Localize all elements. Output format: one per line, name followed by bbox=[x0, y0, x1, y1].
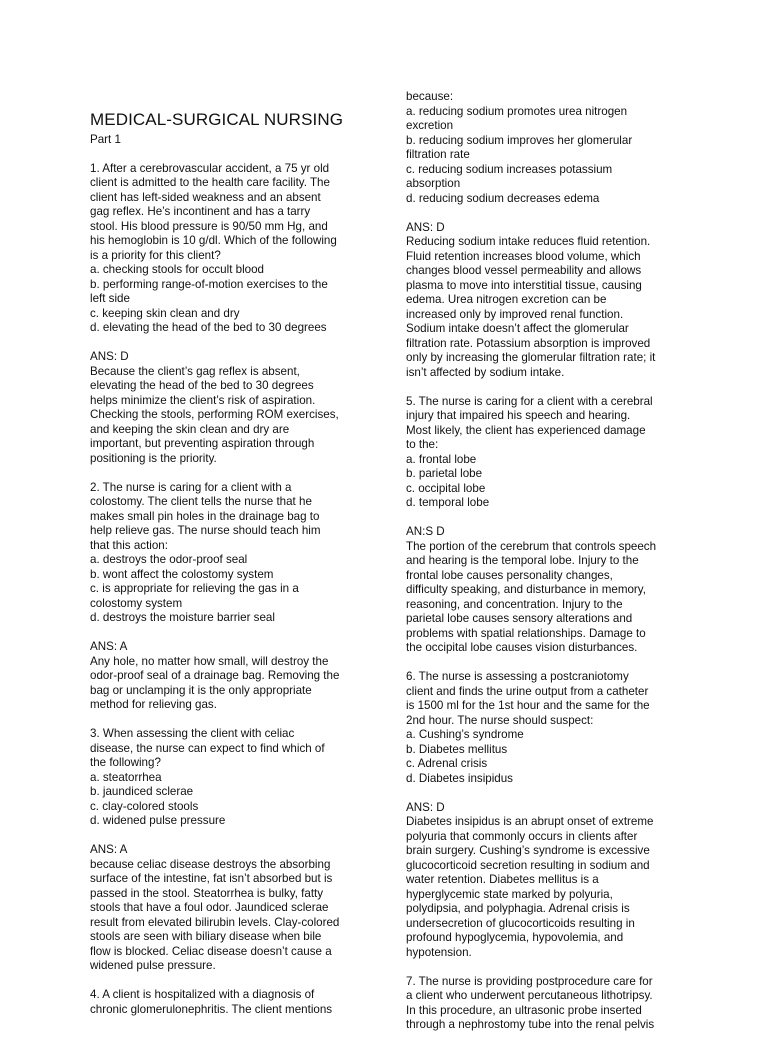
answer-6 bbox=[406, 801, 688, 961]
text-line: result from elevated bilirubin levels. Clay-colored bbox=[90, 915, 340, 929]
question-6-options bbox=[406, 728, 688, 786]
text-line: The portion of the cerebrum that controls speech bbox=[406, 539, 657, 553]
answer-option: a. reducing sodium promotes urea nitrogen bbox=[406, 104, 628, 118]
question-2 bbox=[90, 481, 375, 626]
text-line: client and finds the urine output from a catheter bbox=[406, 684, 649, 698]
answer-option: left side bbox=[90, 292, 130, 305]
answer-option: a. destroys the odor-proof seal bbox=[90, 553, 248, 566]
answer-option: b. performing range-of-motion exercises to the bbox=[90, 277, 328, 291]
question-1-stem bbox=[90, 162, 375, 264]
answer-option: c. keeping skin clean and dry bbox=[90, 306, 240, 320]
text-line: the occipital lobe causes vision disturbances. bbox=[406, 641, 638, 654]
answer-key: ANS: D bbox=[90, 350, 129, 363]
answer-option: absorption bbox=[406, 177, 461, 190]
text-line: widened pulse pressure. bbox=[90, 959, 216, 972]
text-line: water retention. Diabetes mellitus is a bbox=[406, 873, 599, 886]
answer-key: ANS: A bbox=[90, 843, 128, 856]
answer-option: a. checking stools for occult blood bbox=[90, 263, 265, 276]
text-line: stool. His blood pressure is 90/50 mm Hg, and bbox=[90, 219, 328, 233]
question-4-stem bbox=[90, 988, 375, 1017]
text-line: client has left-sided weakness and an absent bbox=[90, 190, 321, 204]
text-line: only by increasing the glomerular filtration rate; it bbox=[406, 351, 656, 364]
answer-option: c. reducing sodium increases potassium bbox=[406, 162, 613, 176]
left-column bbox=[90, 110, 375, 1032]
text-line: increased only by improved renal function. bbox=[406, 307, 624, 321]
text-line: Fluid retention increases blood volume, which bbox=[406, 249, 641, 263]
question-3-options bbox=[90, 771, 375, 829]
text-line: parietal lobe causes sensory alterations and bbox=[406, 612, 633, 625]
text-line: colostomy. The client tells the nurse that he bbox=[90, 495, 312, 508]
answer-key: ANS: D bbox=[406, 220, 445, 234]
question-6-stem bbox=[406, 670, 688, 728]
answer-option: d. temporal lobe bbox=[406, 496, 490, 509]
answer-option: d. elevating the head of the bed to 30 degrees bbox=[90, 321, 327, 334]
text-line: disease, the nurse can expect to find which of bbox=[90, 741, 325, 755]
question-3 bbox=[90, 727, 375, 829]
text-line: 3. When assessing the client with celiac bbox=[90, 727, 295, 740]
question-4 bbox=[90, 988, 375, 1017]
text-line: undersecretion of glucocorticoids resulting in bbox=[406, 916, 635, 930]
rationale-4 bbox=[406, 235, 688, 380]
document-title: MEDICAL-SURGICAL NURSING bbox=[90, 110, 344, 129]
text-line: polydipsia, and polyphagia. Adrenal crisis is bbox=[406, 902, 630, 915]
text-line: method for relieving gas. bbox=[90, 698, 217, 711]
answer-option: b. wont affect the colostomy system bbox=[90, 567, 274, 581]
text-line: is 1500 ml for the 1st hour and the same for the bbox=[406, 699, 650, 712]
text-line: makes small pin holes in the drainage bag to bbox=[90, 509, 320, 523]
text-line: stools are seen with biliary disease when bile bbox=[90, 930, 322, 943]
question-2-options bbox=[90, 553, 375, 626]
text-line: 2nd hour. The nurse should suspect: bbox=[406, 713, 594, 727]
question-5-options bbox=[406, 453, 688, 511]
text-line: gag reflex. He’s incontinent and has a tarry bbox=[90, 205, 311, 218]
text-line: reasoning, and concentration. Injury to the bbox=[406, 597, 623, 611]
answer-option: d. reducing sodium decreases edema bbox=[406, 191, 600, 205]
text-line: edema. Urea nitrogen excretion can be bbox=[406, 293, 607, 306]
text-line: filtration rate. Potassium absorption is improved bbox=[406, 336, 651, 350]
text-line: stools that have a foul odor. Jaundiced sclerae bbox=[90, 901, 329, 914]
answer-option: b. parietal lobe bbox=[406, 467, 483, 480]
text-line: Because the client’s gag reflex is absent, bbox=[90, 364, 300, 378]
answer-option: c. is appropriate for relieving the gas in a bbox=[90, 582, 299, 595]
answer-option: excretion bbox=[406, 119, 454, 132]
text-line: passed in the stool. Steatorrhea is bulky, fatty bbox=[90, 886, 324, 900]
text-line: and hearing is the temporal lobe. Injury to the bbox=[406, 554, 639, 567]
rationale-1 bbox=[90, 365, 375, 467]
answer-option: c. clay-colored stools bbox=[90, 799, 199, 813]
question-3-stem bbox=[90, 727, 375, 771]
question-5-stem bbox=[406, 395, 688, 453]
text-line: hypotension. bbox=[406, 945, 472, 959]
text-line: changes blood vessel permeability and allows bbox=[406, 264, 642, 277]
text-line: glucocorticoid secretion resulting in sodium and bbox=[406, 858, 650, 872]
text-line: odor-proof seal of a drainage bag. Removing the bbox=[90, 669, 340, 682]
text-line: Checking the stools, performing ROM exercises, bbox=[90, 408, 339, 421]
text-line: elevating the head of the bed to 30 degrees bbox=[90, 379, 314, 392]
text-line: brain surgery. Cushing’s syndrome is excessive bbox=[406, 844, 650, 857]
answer-2 bbox=[90, 640, 375, 713]
text-line: positioning is the priority. bbox=[90, 451, 217, 465]
text-line: important, but preventing aspiration through bbox=[90, 437, 315, 450]
text-line: 1. After a cerebrovascular accident, a 75 yr old bbox=[90, 161, 330, 175]
question-2-stem bbox=[90, 481, 375, 554]
text-line: that this action: bbox=[90, 538, 168, 552]
question-5 bbox=[406, 395, 688, 511]
text-line: chronic glomerulonephritis. The client mentions bbox=[90, 1002, 333, 1016]
text-line: plasma to move into interstitial tissue, causing bbox=[406, 278, 642, 292]
text-line: through a nephrostomy tube into the renal pelvis bbox=[406, 1018, 655, 1031]
text-line: Any hole, no matter how small, will destroy the bbox=[90, 654, 329, 668]
text-line: because: bbox=[406, 90, 454, 103]
right-column bbox=[406, 90, 688, 1047]
rationale-6 bbox=[406, 815, 688, 960]
text-line: frontal lobe causes personality changes, bbox=[406, 568, 613, 582]
answer-option: a. frontal lobe bbox=[406, 452, 477, 466]
text-line: isn’t affected by sodium intake. bbox=[406, 365, 565, 379]
text-line: hyperglycemic state marked by polyuria, bbox=[406, 887, 613, 901]
text-line: 5. The nurse is caring for a client with a cerebral bbox=[406, 394, 653, 408]
text-line: Most likely, the client has experienced damage bbox=[406, 423, 646, 437]
text-line: helps minimize the client’s risk of aspiration. bbox=[90, 393, 316, 407]
answer-option: a. Cushing’s syndrome bbox=[406, 728, 524, 741]
question-1-options bbox=[90, 263, 375, 336]
answer-option: a. steatorrhea bbox=[90, 770, 162, 784]
text-line: 7. The nurse is providing postprocedure care for bbox=[406, 974, 653, 988]
answer-key: ANS: D bbox=[406, 800, 445, 814]
text-line: flow is blocked. Celiac disease doesn’t cause a bbox=[90, 944, 332, 958]
answer-option: b. Diabetes mellitus bbox=[406, 742, 508, 756]
text-line: In this procedure, an ultrasonic probe inserted bbox=[406, 1003, 642, 1017]
text-line: client is admitted to the health care facility. The bbox=[90, 176, 330, 189]
text-line: injury that impaired his speech and hearing. bbox=[406, 409, 631, 422]
answer-option: d. widened pulse pressure bbox=[90, 814, 226, 827]
text-line: Diabetes insipidus is an abrupt onset of extreme bbox=[406, 815, 654, 828]
question-4-options bbox=[406, 105, 688, 207]
text-line: surface of the intestine, fat isn’t absorbed but is bbox=[90, 872, 333, 885]
text-line: profound hypoglycemia, hypovolemia, and bbox=[406, 931, 624, 944]
question-1 bbox=[90, 162, 375, 336]
answer-option: b. jaundiced sclerae bbox=[90, 785, 194, 798]
answer-option: d. destroys the moisture barrier seal bbox=[90, 611, 275, 624]
answer-option: c. occipital lobe bbox=[406, 481, 486, 495]
answer-key: AN:S D bbox=[406, 525, 445, 538]
text-line: because celiac disease destroys the absorbing bbox=[90, 857, 331, 871]
answer-option: c. Adrenal crisis bbox=[406, 757, 488, 770]
question-4-continued bbox=[406, 90, 688, 206]
answer-1 bbox=[90, 350, 375, 466]
answer-option: d. Diabetes insipidus bbox=[406, 771, 513, 785]
answer-4 bbox=[406, 221, 688, 381]
text-line: and keeping the skin clean and dry are bbox=[90, 422, 290, 436]
text-line: problems with spatial relationships. Damage to bbox=[406, 626, 646, 640]
text-line: 4. A client is hospitalized with a diagnosis of bbox=[90, 988, 315, 1001]
text-line: Reducing sodium intake reduces fluid retention. bbox=[406, 235, 651, 248]
text-line: 2. The nurse is caring for a client with a bbox=[90, 480, 292, 494]
answer-3 bbox=[90, 843, 375, 974]
text-line: a client who underwent percutaneous lithotripsy. bbox=[406, 989, 653, 1002]
text-line: bag or unclamping it is the only appropriate bbox=[90, 683, 312, 697]
answer-option: b. reducing sodium improves her glomerular bbox=[406, 133, 633, 147]
rationale-5 bbox=[406, 540, 688, 656]
text-line: 6. The nurse is assessing a postcraniotomy bbox=[406, 670, 629, 683]
question-6 bbox=[406, 670, 688, 786]
part-label: Part 1 bbox=[90, 133, 121, 146]
text-line: the following? bbox=[90, 756, 161, 769]
text-line: his hemoglobin is 10 g/dl. Which of the following bbox=[90, 234, 337, 247]
answer-option: colostomy system bbox=[90, 596, 183, 610]
rationale-2 bbox=[90, 655, 375, 713]
text-line: difficulty speaking, and disturbance in memory, bbox=[406, 583, 646, 596]
rationale-3 bbox=[90, 858, 375, 974]
answer-option: filtration rate bbox=[406, 148, 470, 161]
text-line: is a priority for this client? bbox=[90, 248, 221, 262]
text-line: to the: bbox=[406, 438, 439, 451]
answer-5 bbox=[406, 525, 688, 656]
text-line: help relieve gas. The nurse should teach him bbox=[90, 524, 321, 537]
answer-key: ANS: A bbox=[90, 640, 128, 653]
text-line: polyuria that commonly occurs in clients after bbox=[406, 829, 638, 843]
text-line: Sodium intake doesn’t affect the glomerular bbox=[406, 322, 629, 335]
question-4-stem-continued bbox=[406, 90, 688, 105]
